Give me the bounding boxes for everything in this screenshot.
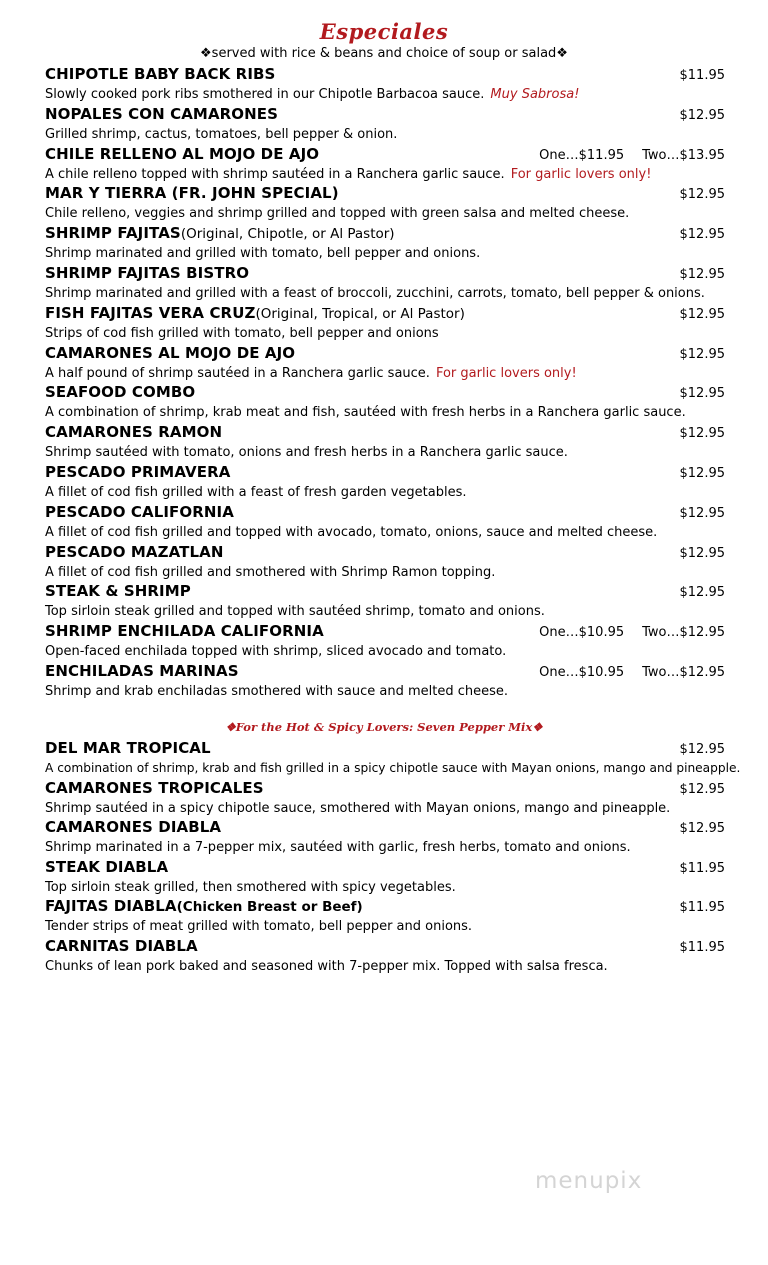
menu-item-description <box>45 683 725 700</box>
menu-item-header <box>45 662 725 683</box>
menu-item-header <box>45 622 725 643</box>
menu-item-header <box>45 739 725 760</box>
menu-item-header <box>45 463 725 484</box>
menu-item-name: SEAFOOD COMBO <box>45 383 196 402</box>
menu-item <box>45 463 725 503</box>
menu-item-tagline: For garlic lovers only! <box>510 166 652 182</box>
menu-item-name: DEL MAR TROPICAL <box>45 739 211 757</box>
menu-item <box>45 224 725 264</box>
menu-item-description-text: Shrimp and krab enchiladas smothered with sauce and melted cheese. <box>45 683 509 699</box>
menu-item-name: STEAK DIABLA <box>45 857 169 876</box>
menu-item-price: $12.95 <box>679 227 725 243</box>
menu-item <box>45 739 741 779</box>
menu-item-description-text: Open-faced enchilada topped with shrimp, sliced avocado and tomato. <box>45 644 507 660</box>
menu-item-description-text: A half pound of shrimp sautéed in a Ranchera garlic sauce. <box>45 365 430 381</box>
menu-item-description <box>45 603 725 620</box>
menu-item-name: STEAK & SHRIMP <box>45 582 191 601</box>
menu-item-description-text: A fillet of cod fish grilled and topped with avocado, tomato, onions, sauce and melted cheese. <box>45 524 658 540</box>
menu-item-description-text: A fillet of cod fish grilled and smothered with Shrimp Ramon topping. <box>45 564 496 580</box>
menu-item-price: $11.95 <box>679 860 725 876</box>
page-title: Especiales <box>319 19 449 44</box>
menu-item-description <box>45 365 725 382</box>
menu-item-tagline: Muy Sabrosa! <box>490 87 580 102</box>
menu-item-description <box>45 126 725 143</box>
menu-item <box>45 543 725 583</box>
menu-item-description-text: A combination of shrimp, krab and fish grilled in a spicy chipotle sauce with Mayan onions, mango and pineapple. <box>45 761 741 775</box>
menu-item-name: CAMARONES DIABLA <box>45 818 222 836</box>
menu-item <box>45 858 725 898</box>
menu-item-name: CAMARONES AL MOJO DE AJO <box>45 343 296 362</box>
menu-item-description-text: Slowly cooked pork ribs smothered in our Chipotle Barbacoa sauce. <box>45 87 485 102</box>
menu-item <box>45 344 725 384</box>
menu-item-options: (Original, Tropical, or Al Pastor) <box>255 305 465 322</box>
menu-item-price: $12.95 <box>679 107 725 123</box>
menu-item-name: NOPALES CON CAMARONES <box>45 104 279 123</box>
menu-item-description-text: A combination of shrimp, krab meat and fish, sautéed with fresh herbs in a Ranchera garlic sauce. <box>45 405 686 421</box>
menu-item-header <box>45 383 725 404</box>
menu-item-name: MAR Y TIERRA (FR. JOHN SPECIAL) <box>45 184 339 203</box>
menu-item <box>45 184 725 224</box>
menu-item-price: $12.95 <box>679 505 725 521</box>
menu-item-description-text: Chunks of lean pork baked and seasoned with 7-pepper mix. Topped with salsa fresca. <box>45 958 608 974</box>
menu-item-description-text: Shrimp sautéed in a spicy chipotle sauce, smothered with Mayan onions, mango and pineapple. <box>45 800 671 816</box>
menu-item <box>45 264 725 304</box>
menu-item-name: SHRIMP FAJITAS BISTRO <box>45 263 250 282</box>
page-subtitle: ❖served with rice & beans and choice of soup or salad❖ <box>200 46 568 61</box>
menu-item-description-text: Shrimp marinated and grilled with tomato, bell pepper and onions. <box>45 246 481 262</box>
menu-item-price: $12.95 <box>679 187 725 203</box>
menu-item-description <box>45 760 741 777</box>
menu-item-price <box>539 148 725 163</box>
menu-item-header <box>45 858 725 879</box>
menu-item-description <box>45 484 725 501</box>
price-one: One…$10.95 <box>539 625 625 641</box>
menu-item-description <box>45 958 725 975</box>
menu-item-description-text: Chile relleno, veggies and shrimp grilled and topped with green salsa and melted cheese. <box>45 206 630 222</box>
menu-item-header <box>45 65 725 86</box>
menu-item-name: CARNITAS DIABLA <box>45 936 198 955</box>
spicy-section-header: ❖For the Hot & Spicy Lovers: Seven Pepper Mix❖ <box>225 720 543 734</box>
menu-item <box>45 145 725 185</box>
menu-item-description <box>45 800 725 817</box>
menu-item-description <box>45 839 725 856</box>
menu-item-header <box>45 264 725 285</box>
menu-item-description <box>45 285 725 302</box>
price-one: One…$10.95 <box>539 664 625 680</box>
price-two: Two…$13.95 <box>642 147 725 163</box>
menupix-watermark: menupix <box>535 1168 643 1194</box>
menu-item-header <box>45 224 725 245</box>
menu-item-price: $12.95 <box>679 821 725 836</box>
menu-item-header <box>45 105 725 126</box>
menu-item-name: CHIPOTLE BABY BACK RIBS <box>45 65 276 83</box>
menu-item-header <box>45 503 725 524</box>
menu-item-name: PESCADO CALIFORNIA <box>45 502 234 521</box>
menu-item-description <box>45 879 725 896</box>
menu-item-header <box>45 937 725 958</box>
menu-item <box>45 937 725 977</box>
menu-item-header <box>45 582 725 603</box>
menu-item-price: $12.95 <box>679 346 725 362</box>
menu-item <box>45 304 725 344</box>
menu-item-options: (Original, Chipotle, or Al Pastor) <box>180 226 395 243</box>
menu-item-description-text: Shrimp marinated in a 7-pepper mix, sautéed with garlic, fresh herbs, tomato and onions. <box>45 840 631 855</box>
menu-item <box>45 622 725 662</box>
menu-item-name: CAMARONES TROPICALES <box>45 778 264 797</box>
menu-item-name: PESCADO MAZATLAN <box>45 542 224 561</box>
menu-item-name: FAJITAS DIABLA <box>45 897 177 915</box>
menu-item-description <box>45 245 725 262</box>
menu-item <box>45 818 725 858</box>
menu-item-header <box>45 344 725 365</box>
menu-item-description <box>45 643 725 660</box>
menu-item-description <box>45 404 725 421</box>
menu-item-description <box>45 444 725 461</box>
menu-item <box>45 503 725 543</box>
especiales-list <box>45 65 725 702</box>
menu-item-header <box>45 423 725 444</box>
menu-item-name: ENCHILADAS MARINAS <box>45 661 239 680</box>
menu-item-price: $12.95 <box>679 545 725 561</box>
menu-item-description-text: Top sirloin steak grilled and topped with sautéed shrimp, tomato and onions. <box>45 604 545 620</box>
menu-item-description-text: Shrimp sautéed with tomato, onions and fresh herbs in a Ranchera garlic sauce. <box>45 445 568 461</box>
menu-item <box>45 582 725 622</box>
menu-item-description-text: Strips of cod fish grilled with tomato, bell pepper and onions <box>45 325 439 341</box>
menu-item-description <box>45 205 725 222</box>
spicy-list <box>45 739 741 976</box>
menu-item <box>45 105 725 145</box>
menu-item-header <box>45 304 725 325</box>
menu-item-price: $12.95 <box>679 426 725 442</box>
price-two: Two…$12.95 <box>642 625 725 641</box>
menu-item-price <box>539 625 725 640</box>
menu-item <box>45 423 725 463</box>
menu-item-description-text: A fillet of cod fish grilled with a feast of fresh garden vegetables. <box>45 484 467 500</box>
menu-item-description <box>45 524 725 541</box>
menu-item-price: $12.95 <box>679 266 725 282</box>
menu-item-header <box>45 543 725 564</box>
menu-item-price: $11.95 <box>679 939 725 955</box>
menu-item <box>45 897 725 937</box>
menu-item-price: $12.95 <box>679 742 725 757</box>
menu-item-description <box>45 86 725 103</box>
menu-item-header <box>45 184 725 205</box>
menu-item-price: $11.95 <box>679 900 725 915</box>
menu-item-price <box>539 665 725 680</box>
menu-item-price: $12.95 <box>679 465 725 481</box>
menu-item-name: CHILE RELLENO AL MOJO DE AJO <box>45 144 320 163</box>
menu-item-name: CAMARONES RAMON <box>45 423 223 442</box>
menu-item-name: SHRIMP FAJITAS <box>45 224 181 243</box>
menu-item-description-text: Grilled shrimp, cactus, tomatoes, bell pepper & onion. <box>45 126 398 142</box>
menu-item-header <box>45 779 725 800</box>
menu-item <box>45 779 725 819</box>
menu-item-tagline: For garlic lovers only! <box>435 365 577 381</box>
menu-item-name: SHRIMP ENCHILADA CALIFORNIA <box>45 622 324 641</box>
menu-item-description-text: A chile relleno topped with shrimp sautéed in a Ranchera garlic sauce. <box>45 166 505 182</box>
price-two: Two…$12.95 <box>642 664 725 680</box>
menu-item-options: (Chicken Breast or Beef) <box>176 899 363 915</box>
menu-item-description <box>45 325 725 342</box>
menu-item-description <box>45 166 725 183</box>
menu-item-price: $12.95 <box>679 781 725 797</box>
menu-item <box>45 383 725 423</box>
menu-item-description-text: Top sirloin steak grilled, then smothered with spicy vegetables. <box>45 879 456 895</box>
menu-item-description <box>45 564 725 581</box>
menu-item-header <box>45 145 725 166</box>
menu-item-name: FISH FAJITAS VERA CRUZ <box>45 303 256 322</box>
menu-item-header <box>45 897 725 918</box>
menu-item-name: PESCADO PRIMAVERA <box>45 462 231 481</box>
menu-item-description-text: Tender strips of meat grilled with tomato, bell pepper and onions. <box>45 919 473 934</box>
menu-item-price: $12.95 <box>679 585 725 601</box>
menu-item-price: $12.95 <box>679 306 725 322</box>
menu-item-price: $11.95 <box>679 68 725 83</box>
menu-item-description <box>45 918 725 935</box>
menu-item <box>45 65 725 105</box>
price-one: One…$11.95 <box>539 147 625 163</box>
menu-item-header <box>45 818 725 839</box>
menu-item <box>45 662 725 702</box>
menu-item-price: $12.95 <box>679 386 725 402</box>
menu-item-description-text: Shrimp marinated and grilled with a feast of broccoli, zucchini, carrots, tomato, bell pepper & onions. <box>45 285 705 301</box>
